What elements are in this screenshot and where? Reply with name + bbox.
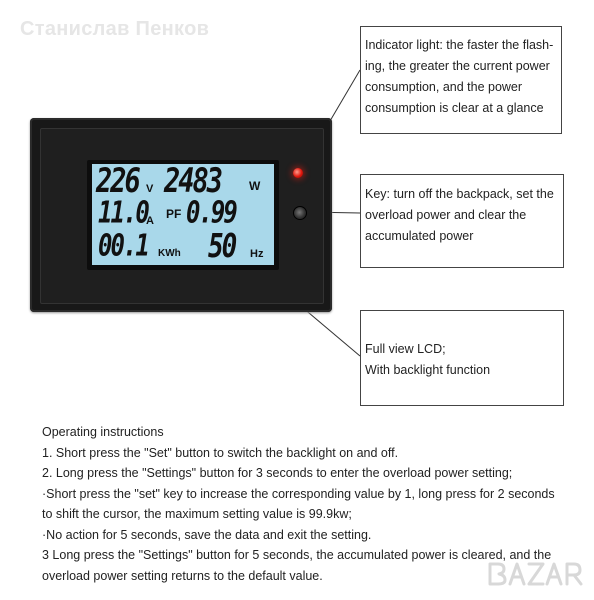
frequency-unit: Hz (250, 248, 264, 260)
energy-reading: 00.1 (98, 228, 148, 263)
lcd-screen (92, 164, 274, 265)
voltage-unit: V (146, 183, 154, 195)
watermark-text: Станислав Пенков (20, 18, 210, 40)
frequency-reading: 50 (208, 228, 236, 266)
operating-instructions (42, 422, 555, 586)
instruction-line: 2. Long press the "Settings" button for 3 seconds to enter the overload power setting; (42, 466, 513, 480)
instruction-line: overload power setting returns to the default value. (42, 568, 323, 583)
callout-line: Indicator light: the faster the flash- (365, 38, 554, 52)
indicator-light-callout (360, 26, 562, 134)
power-reading: 2483 (164, 162, 222, 201)
function-key-button[interactable] (293, 206, 307, 220)
callout-line: consumption is clear at a glance (365, 101, 544, 115)
power-unit: W (249, 179, 261, 193)
current-unit: A (146, 215, 154, 227)
key-callout (360, 174, 564, 268)
callout-line: overload power and clear the (365, 208, 527, 222)
callout-line: Key: turn off the backpack, set the (365, 187, 554, 201)
indicator-led (293, 168, 303, 178)
instructions-heading: Operating instructions (42, 425, 164, 439)
callout-line: accumulated power (365, 229, 474, 243)
callout-line: With backlight function (365, 363, 491, 377)
voltage-reading: 226 (96, 162, 139, 201)
callout-line: Full view LCD; (365, 342, 446, 356)
bazar-logo (484, 554, 588, 594)
instruction-line: to shift the cursor, the maximum setting value is 99.9kw; (42, 507, 352, 521)
instruction-line: 3 Long press the "Settings" button for 5 seconds, the accumulated power is cleared, and the (42, 548, 552, 562)
callout-line: ing, the greater the current power (365, 59, 550, 73)
callout-line: consumption, and the power (365, 80, 523, 94)
lcd-callout (360, 310, 564, 406)
current-reading: 11.0 (98, 195, 148, 230)
instruction-line: ·Short press the "set" key to increase the corresponding value by 1, long press for 2 seconds (42, 486, 555, 501)
pf-reading: 0.99 (186, 195, 236, 230)
energy-unit: KWh (158, 248, 181, 259)
instruction-line: ·No action for 5 seconds, save the data and exit the setting. (42, 527, 372, 542)
instruction-line: 1. Short press the "Set" button to switch the backlight on and off. (42, 445, 399, 460)
pf-label: PF (166, 207, 182, 221)
